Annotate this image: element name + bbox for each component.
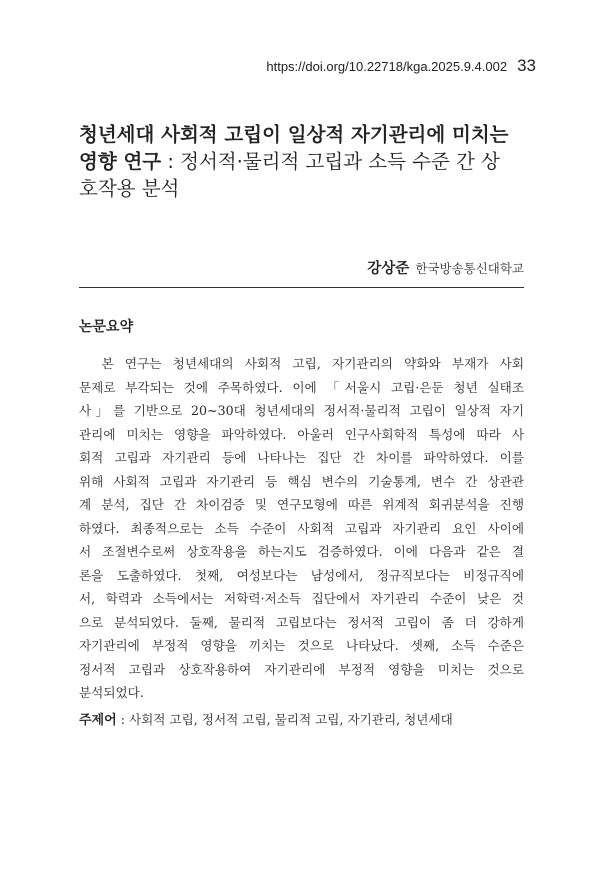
keywords-label: 주제어 [79, 713, 117, 728]
author-affiliation: 한국방송통신대학교 [415, 261, 524, 276]
page-header [266, 56, 536, 78]
abstract-line: 정서적 고립과 상호작용하여 자기관리에 부정적 영향을 미치는 것으로 [79, 661, 524, 677]
paper-title [79, 121, 539, 202]
subtitle-part-1: : 정서적·물리적 고립과 소득 수준 간 상 [161, 150, 500, 173]
abstract-line: 하였다. 최종적으로는 소득 수준이 사회적 고립과 자기관리 요인 사이에 [79, 520, 524, 536]
author-line [367, 257, 524, 278]
abstract-line: 자기관리에 부정적 영향을 끼치는 것으로 나타났다. 셋째, 소득 수준은 [79, 638, 524, 653]
abstract-line: 서, 학력과 소득에서는 저학력·저소득 집단에서 자기관리 수준이 낮은 것 [79, 591, 524, 606]
abstract-line: 계 분석, 집단 간 차이검증 및 연구모형에 따른 위계적 회귀분석을 진행 [79, 497, 524, 512]
subtitle-part-2: 호작용 분석 [79, 177, 180, 200]
abstract-line: 위해 사회적 고립과 자기관리 등 핵심 변수의 기술통계, 변수 간 상관관 [79, 473, 524, 489]
divider [79, 287, 524, 288]
keywords-separator: : [116, 712, 129, 727]
title-line-2: 영향 연구 [79, 150, 162, 173]
keywords [79, 709, 539, 728]
abstract-line: 사」를 기반으로 20~30대 청년세대의 정서적·물리적 고립이 일상적 자기 [79, 403, 524, 418]
abstract-line: 본 연구는 청년세대의 사회적 고립, 자기관리의 약화와 부재가 사회 [79, 356, 524, 371]
doi-link[interactable]: https://doi.org/10.22718/kga.2025.9.4.002 [266, 59, 508, 74]
abstract-line: 론을 도출하였다. 첫째, 여성보다는 남성에서, 정규직보다는 비정규직에 [79, 567, 524, 583]
abstract-line: 문제로 부각되는 것에 주목하였다. 이에 「서울시 고립·은둔 청년 실태조 [79, 379, 524, 395]
abstract-line: 관리에 미치는 영향을 파악하였다. 아울러 인구사회학적 특성에 따라 사 [79, 426, 524, 442]
abstract-line: 회적 고립과 자기관리 등에 나타나는 집단 간 차이를 파악하였다. 이를 [79, 450, 524, 465]
abstract-heading: 논문요약 [79, 319, 134, 335]
keywords-list: 사회적 고립, 정서적 고립, 물리적 고립, 자기관리, 청년세대 [128, 712, 453, 727]
author-name: 강상준 [367, 261, 410, 277]
title-line-1: 청년세대 사회적 고립이 일상적 자기관리에 미치는 [79, 123, 509, 146]
abstract-line: 으로 분석되었다. 둘째, 물리적 고립보다는 정서적 고립이 좀 더 강하게 [79, 614, 524, 630]
abstract-body [79, 352, 524, 705]
abstract-line: 분석되었다. [79, 685, 144, 700]
abstract-line: 서 조절변수로써 상호작용을 하는지도 검증하였다. 이에 다음과 같은 결 [79, 544, 524, 559]
page-number: 33 [517, 56, 536, 75]
